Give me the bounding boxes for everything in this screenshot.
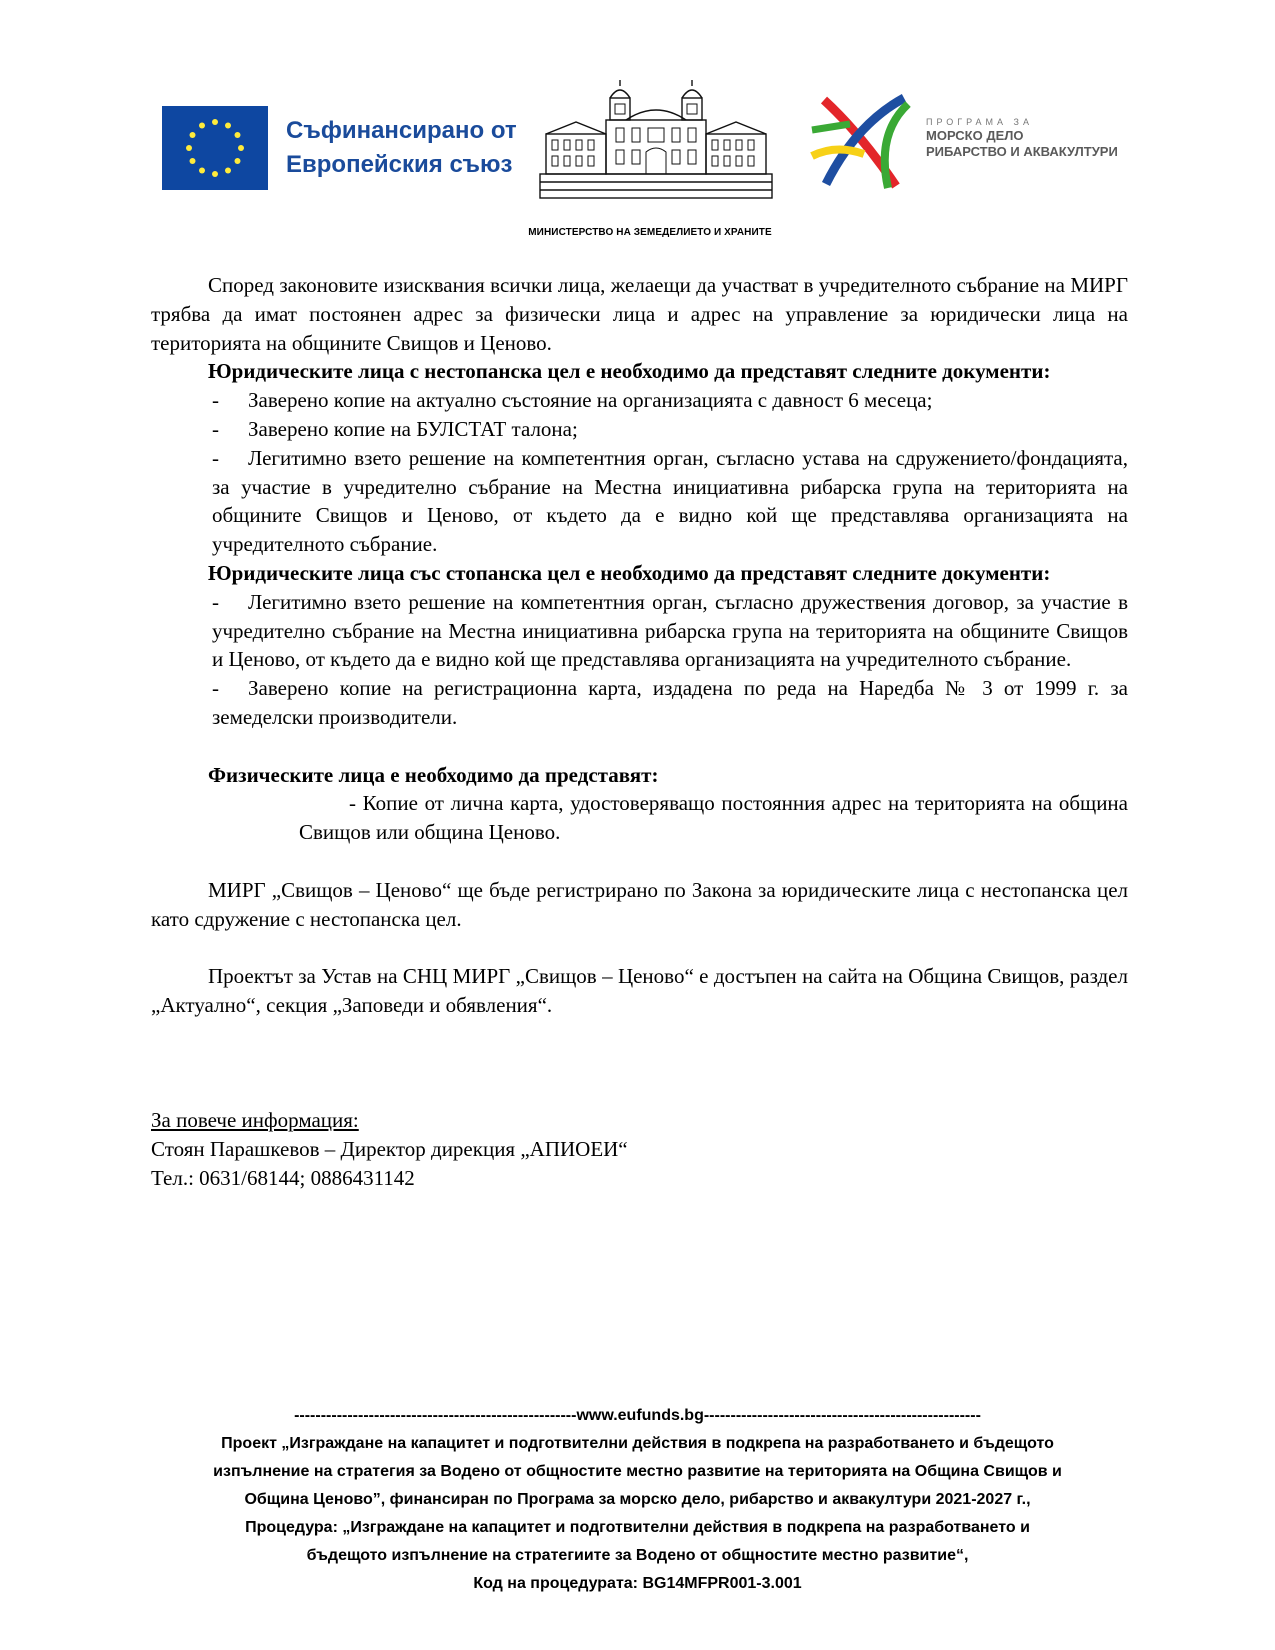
footer <box>120 1402 1155 1598</box>
eu-logo-line1: Съфинансирано от <box>286 117 517 144</box>
program-emblem-icon <box>806 94 926 190</box>
nonprofit-heading: Юридическите лица с нестопанска цел е необходимо да представят следните документи: <box>208 359 1051 384</box>
list-item-text: Легитимно взето решение на компетентния орган, съгласно устава на сдружението/фондацията, за участие в учредително събрание на Местна инициативна рибарска група на територията на общините Свищов и Ценово, от където да е видно кой ще представлява организацията на учредителното събрание. <box>212 445 1128 557</box>
contact-phone: Тел.: 0631/68144; 0886431142 <box>151 1165 415 1190</box>
eu-logo-line2: Европейския съюз <box>286 151 513 178</box>
registration-paragraph: МИРГ „Свищов – Ценово“ ще бъде регистрирано по Закона за юридическите лица с нестопанска цел като сдружение с нестопанска цел. <box>151 877 1128 931</box>
contact-heading: За повече информация: <box>151 1108 359 1133</box>
eu-flag-icon <box>162 106 268 190</box>
contact-person: Стоян Парашкевов – Директор дирекция „АПИОЕИ“ <box>151 1136 628 1161</box>
program-text-line2: МОРСКО ДЕЛО <box>926 128 1024 143</box>
ministry-caption: МИНИСТЕРСТВО НА ЗЕМЕДЕЛИЕТО И ХРАНИТЕ <box>528 227 772 238</box>
footer-line: Проект „Изграждане на капацитет и подготвителни действия в подкрепа на разработването и бъдещото <box>221 1435 1054 1452</box>
program-text-line3: РИБАРСТВО И АКВАКУЛТУРИ <box>926 144 1118 159</box>
list-item-text: Заверено копие на регистрационна карта, издадена по реда на Наредба № 3 от 1999 г. за земеделски производители. <box>212 676 1128 729</box>
list-item: - Заверено копие на БУЛСТАТ талона; <box>212 416 578 441</box>
footer-line: Процедура: „Изграждане на капацитет и подготвителни действия в подкрепа на разработването и <box>245 1519 1030 1536</box>
ministry-building-icon <box>536 78 776 202</box>
list-item: - Легитимно взето решение на компетентния орган, съгласно дружествения договор, за участие в учредително събрание на Местна инициативна рибарска група на територията на общините Свищов и Ценово, от където да е видно кой ще представлява организацията на учредителното събрание. <box>212 589 1128 672</box>
list-item-text: Заверено копие на актуално състояние на организацията с давност 6 месеца; <box>248 388 933 413</box>
footer-separator: -----------------------------------------------------www.eufunds.bg---------------------------------------------------- <box>294 1407 981 1424</box>
profit-heading: Юридическите лица със стопанска цел е необходимо да представят следните документи: <box>208 560 1051 585</box>
list-item: - Легитимно взето решение на компетентния орган, съгласно устава на сдружението/фондацията, за участие в учредително събрание на Местна инициативна рибарска група на територията на общините Свищов и Ценово, от където да е видно кой ще представлява организацията на учредителното събрание. <box>212 445 1128 557</box>
list-item-text: Заверено копие на БУЛСТАТ талона; <box>248 416 578 441</box>
statute-paragraph: Проектът за Устав на СНЦ МИРГ „Свищов – Ценово“ е достъпен на сайта на Община Свищов, раздел „Актуално“, секция „Заповеди и обявления“. <box>151 964 1128 1017</box>
document-body <box>151 271 1128 1193</box>
intro-paragraph: Според законовите изисквания всички лица, желаещи да участват в учредителното събрание на МИРГ трябва да имат постоянен адрес за физически лица и адрес на управление за юридически лица на територията на общините Свищов и Ценово. <box>151 273 1128 355</box>
physical-heading: Физическите лица е необходимо да представят: <box>208 762 659 787</box>
list-item: - Копие от лична карта, удостоверяващо постоянния адрес на територията на община Свищов или община Ценово. <box>299 791 1128 845</box>
list-item: - Заверено копие на регистрационна карта, издадена по реда на Наредба № 3 от 1999 г. за земеделски производители. <box>212 676 1128 729</box>
footer-line: Код на процедурата: BG14MFPR001-3.001 <box>473 1575 802 1592</box>
footer-line: бъдещото изпълнение на стратегиите за Водено от общностите местно развитие“, <box>306 1547 969 1564</box>
footer-line: изпълнение на стратегия за Водено от общностите местно развитие на територията на Община Свищов и <box>213 1463 1062 1480</box>
eu-cofunded-logo <box>162 106 532 190</box>
footer-line: Община Ценово”, финансиран по Програма за морско дело, рибарство и аквакултури 2021-2027 г., <box>244 1491 1031 1508</box>
list-item-text: Легитимно взето решение на компетентния орган, съгласно дружествения договор, за участие в учредително събрание на Местна инициативна рибарска група на територията на общините Свищов и Ценово, от където да е видно кой ще представлява организацията на учредителното събрание. <box>212 589 1128 672</box>
list-item: - Заверено копие на актуално състояние на организацията с давност 6 месеца; <box>212 388 933 413</box>
list-item-text: Копие от лична карта, удостоверяващо постоянния адрес на територията на община Свищов или община Ценово. <box>299 791 1128 845</box>
program-text-line1: ПРОГРАМА ЗА <box>926 117 1033 127</box>
